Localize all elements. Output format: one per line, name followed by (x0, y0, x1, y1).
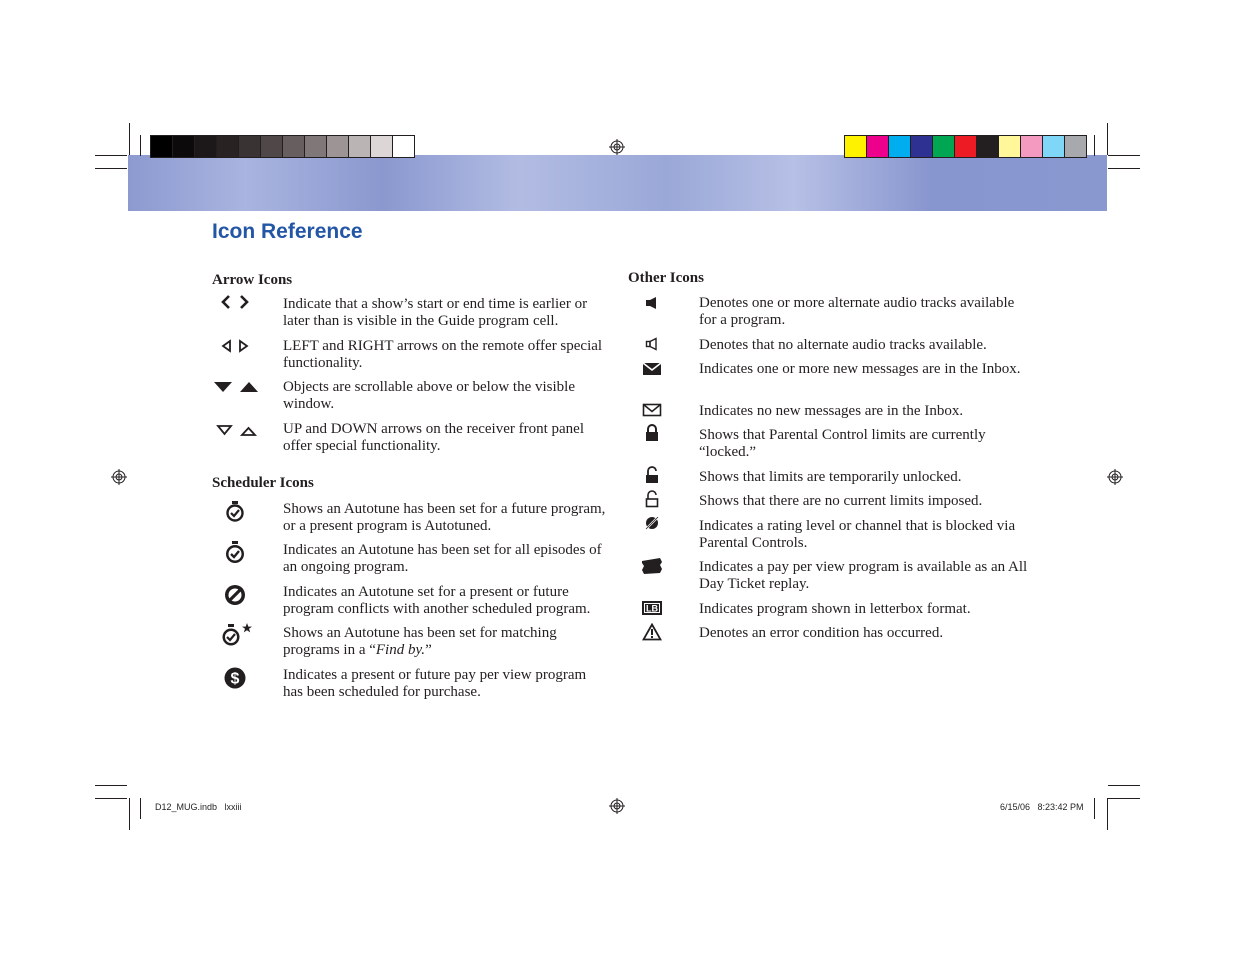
color-swatch (1064, 135, 1087, 158)
footer-timestamp: 6/15/06 8:23:42 PM (1000, 802, 1084, 812)
gray-swatch (150, 135, 173, 158)
gray-swatch (194, 135, 217, 158)
new-message-icon (632, 358, 672, 380)
other-item-3-text: Indicates one or more new messages are in the Inbox. (699, 361, 1021, 377)
outline-triangle-down-up-icon (213, 419, 259, 441)
gray-swatch (282, 135, 305, 158)
no-audio-tracks-icon (632, 333, 672, 355)
process-color-bar (844, 135, 1086, 157)
gray-swatch (392, 135, 415, 158)
color-swatch (1042, 135, 1065, 158)
ticket-icon (632, 555, 672, 577)
other-item-8-text: Indicates a rating level or channel that is blocked via Parental Controls. (699, 518, 1016, 551)
scheduler-item-1-text: Shows an Autotune has been set for a future program, or a present program is Autotuned. (283, 501, 606, 534)
gray-swatch (216, 135, 239, 158)
color-swatch (910, 135, 933, 158)
other-item-1-text: Denotes one or more alternate audio tracks available for a program. (699, 295, 1015, 328)
autotune-icon (215, 499, 255, 523)
gray-swatch (260, 135, 283, 158)
svg-text:$: $ (230, 670, 240, 688)
page-title: Icon Reference (212, 220, 363, 243)
header-band (128, 155, 1107, 211)
other-item-10-text: Indicates program shown in letterbox format. (699, 601, 971, 617)
blocked-icon (632, 512, 672, 534)
arrow-item-4-text: UP and DOWN arrows on the receiver front panel offer special functionality. (283, 421, 585, 454)
registration-mark-bottom (609, 798, 625, 814)
color-swatch (844, 135, 867, 158)
gray-swatch (304, 135, 327, 158)
autotune-find-by-icon (217, 622, 257, 646)
color-swatch (866, 135, 889, 158)
other-item-5-text: Shows that Parental Control limits are currently “locked.” (699, 427, 986, 460)
gray-swatch (348, 135, 371, 158)
other-icons-heading: Other Icons (628, 270, 704, 286)
chevron-left-right-icon (215, 291, 255, 313)
other-item-7-text: Shows that there are no current limits imposed. (699, 493, 983, 509)
registration-mark-right (1107, 469, 1123, 485)
pay-per-view-scheduled-icon (215, 666, 255, 690)
scheduler-icons-heading: Scheduler Icons (212, 475, 314, 491)
other-item-9-text: Indicates a pay per view program is available as an All Day Ticket replay. (699, 559, 1028, 592)
scheduler-item-4-text: Shows an Autotune has been set for matching programs in a “Find by.” (283, 625, 557, 658)
footer-file-slug: D12_MUG.indb lxxiii (155, 802, 242, 812)
gray-swatch (370, 135, 393, 158)
color-swatch (976, 135, 999, 158)
color-swatch (1020, 135, 1043, 158)
grayscale-color-bar (150, 135, 414, 157)
autotune-all-episodes-icon (215, 540, 255, 564)
registration-mark-top (609, 139, 625, 155)
color-swatch (888, 135, 911, 158)
warning-icon (632, 621, 672, 643)
registration-mark-left (111, 469, 127, 485)
scheduler-item-5-text: Indicates a present or future pay per view program has been scheduled for purchase. (283, 667, 587, 700)
arrow-icons-heading: Arrow Icons (212, 272, 293, 288)
color-swatch (932, 135, 955, 158)
gray-swatch (326, 135, 349, 158)
scheduler-item-3-text: Indicates an Autotune set for a present or future program conflicts with another scheduled program. (283, 584, 591, 617)
arrow-item-2-text: LEFT and RIGHT arrows on the remote offer special functionality. (283, 338, 603, 371)
other-item-11-text: Denotes an error condition has occurred. (699, 625, 944, 641)
unlocked-icon (632, 464, 672, 486)
lock-icon (632, 422, 672, 444)
color-swatch (954, 135, 977, 158)
audio-tracks-icon (632, 292, 672, 314)
color-swatch (998, 135, 1021, 158)
other-item-6-text: Shows that limits are temporarily unlocked. (699, 469, 962, 485)
gray-swatch (172, 135, 195, 158)
letterbox-badge-text: LB (646, 603, 658, 614)
gray-swatch (238, 135, 261, 158)
letterbox-icon (632, 597, 672, 619)
solid-triangle-down-up-icon (211, 376, 261, 398)
scheduler-item-2-text: Indicates an Autotune has been set for all episodes of an ongoing program. (283, 542, 602, 575)
no-limits-icon (632, 488, 672, 510)
other-item-4-text: Indicates no new messages are in the Inbox. (699, 403, 964, 419)
outline-triangle-left-right-icon (215, 335, 255, 357)
autotune-conflict-icon (215, 583, 255, 607)
other-item-2-text: Denotes that no alternate audio tracks available. (699, 337, 987, 353)
arrow-item-3-text: Objects are scrollable above or below the visible window. (283, 379, 575, 412)
arrow-item-1-text: Indicate that a show’s start or end time is earlier or later than is visible in the Guide program cell. (283, 296, 588, 329)
no-message-icon (632, 399, 672, 421)
